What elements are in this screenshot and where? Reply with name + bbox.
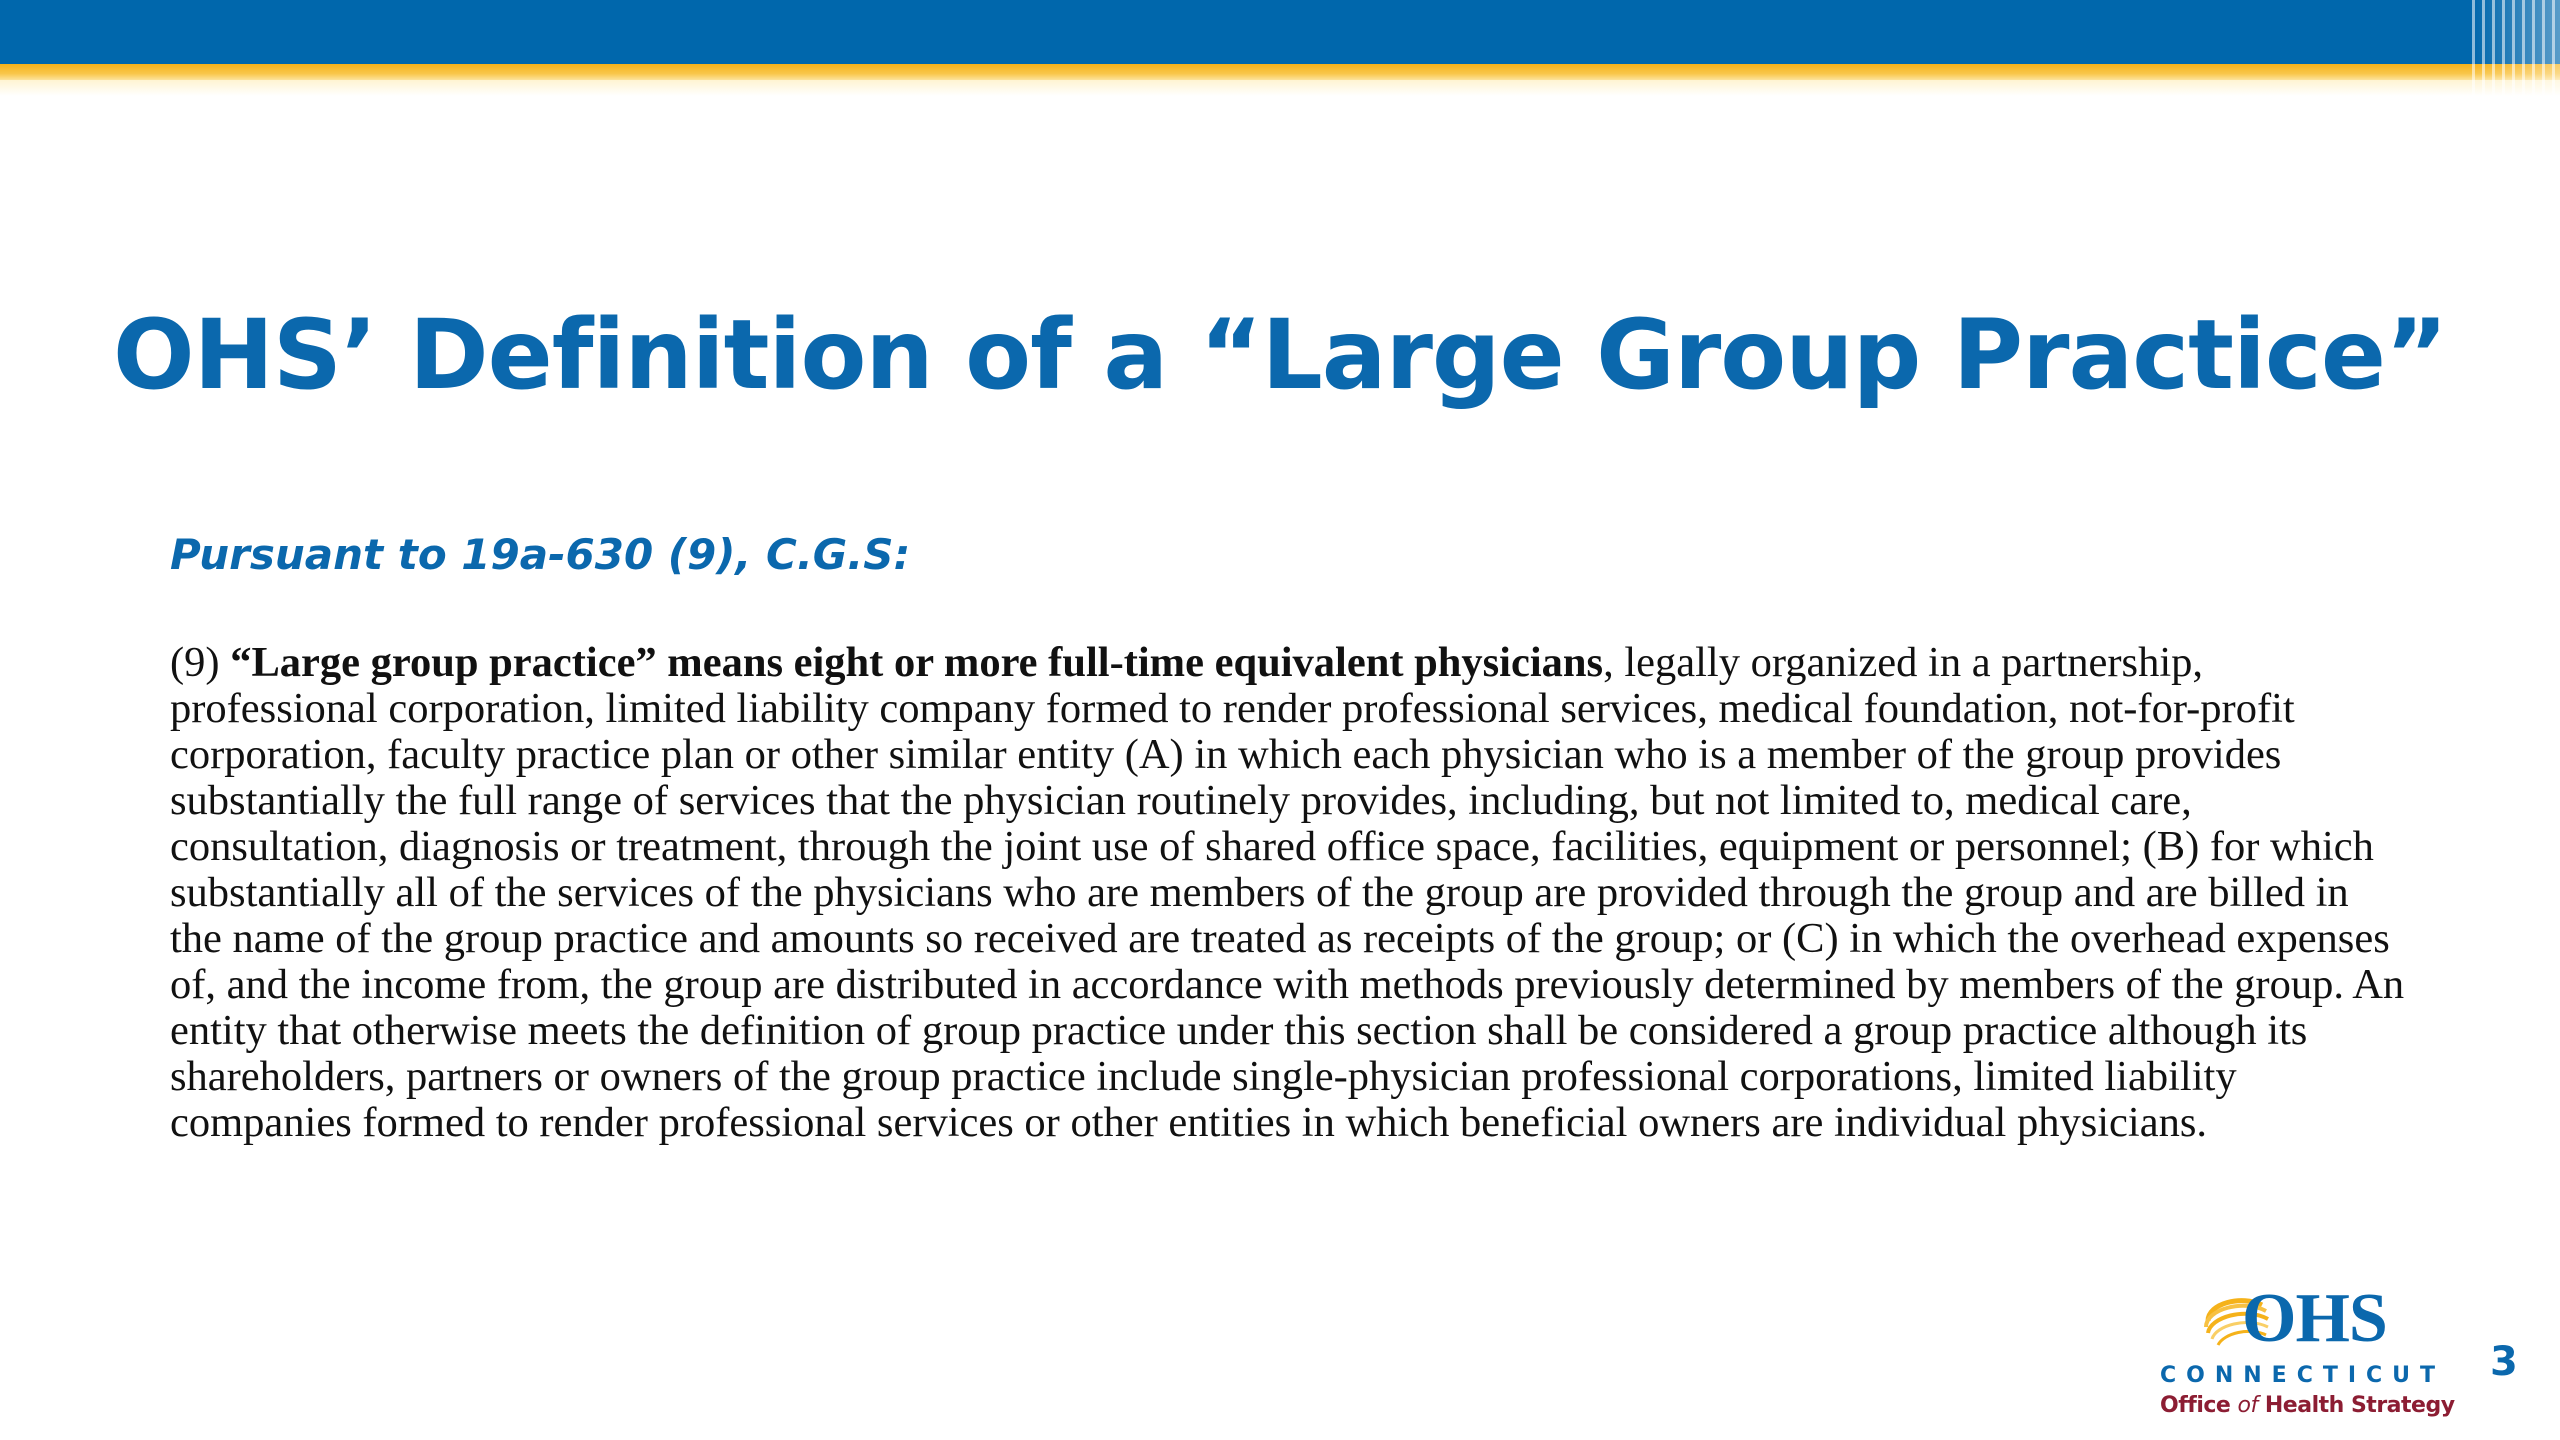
logo-state-text: CONNECTICUT (2160, 1363, 2446, 1388)
banner-stripes-fade (2472, 0, 2560, 96)
definition-bold-lead: “Large group practice” means eight or more full-time equivalent physicians (230, 639, 1604, 686)
top-banner-fade (0, 80, 2560, 96)
definition-text (170, 640, 2410, 1146)
logo-ohs-text: OHS (2242, 1280, 2387, 1357)
slide-subtitle: Pursuant to 19a-630 (9), C.G.S: (170, 530, 911, 579)
top-banner-gold-stripe (0, 64, 2560, 80)
top-banner-blue (0, 0, 2560, 64)
ohs-logo (2150, 1280, 2455, 1423)
page-number: 3 (2490, 1339, 2518, 1385)
definition-body: , legally organized in a partnership, professional corporation, limited liability company formed to render professional services, medical foundation, not-for-profit corporation, faculty practice plan or other similar entity (A) in which each physician who is a member of the group provides substantially the full range of services that the physician routinely provides, including, but not limited to, medical care, consultation, diagnosis or treatment, through the joint use of shared office space, facilities, equipment or personnel; (B) for which substantially all of the services of the physicians who are members of the group are provided through the group and are billed in the name of the group practice and amounts so received are treated as receipts of the group; or (C) in which the overhead expenses of, and the income from, the group are distributed in accordance with methods previously determined by members of the group. An entity that otherwise meets the definition of group practice under this section shall be considered a group practice although its shareholders, partners or owners of the group practice include single-physician professional corporations, limited liability companies formed to render professional services or other entities in which beneficial owners are individual physicians. (170, 639, 2405, 1146)
logo-office-prefix: Office (2160, 1393, 2238, 1418)
definition-prefix: (9) (170, 639, 231, 686)
slide-title: OHS’ Definition of a “Large Group Practice” (112, 299, 2448, 411)
logo-office-of: of (2237, 1393, 2258, 1418)
logo-office-text (2160, 1393, 2455, 1419)
logo-office-suffix: Health Strategy (2257, 1393, 2455, 1418)
